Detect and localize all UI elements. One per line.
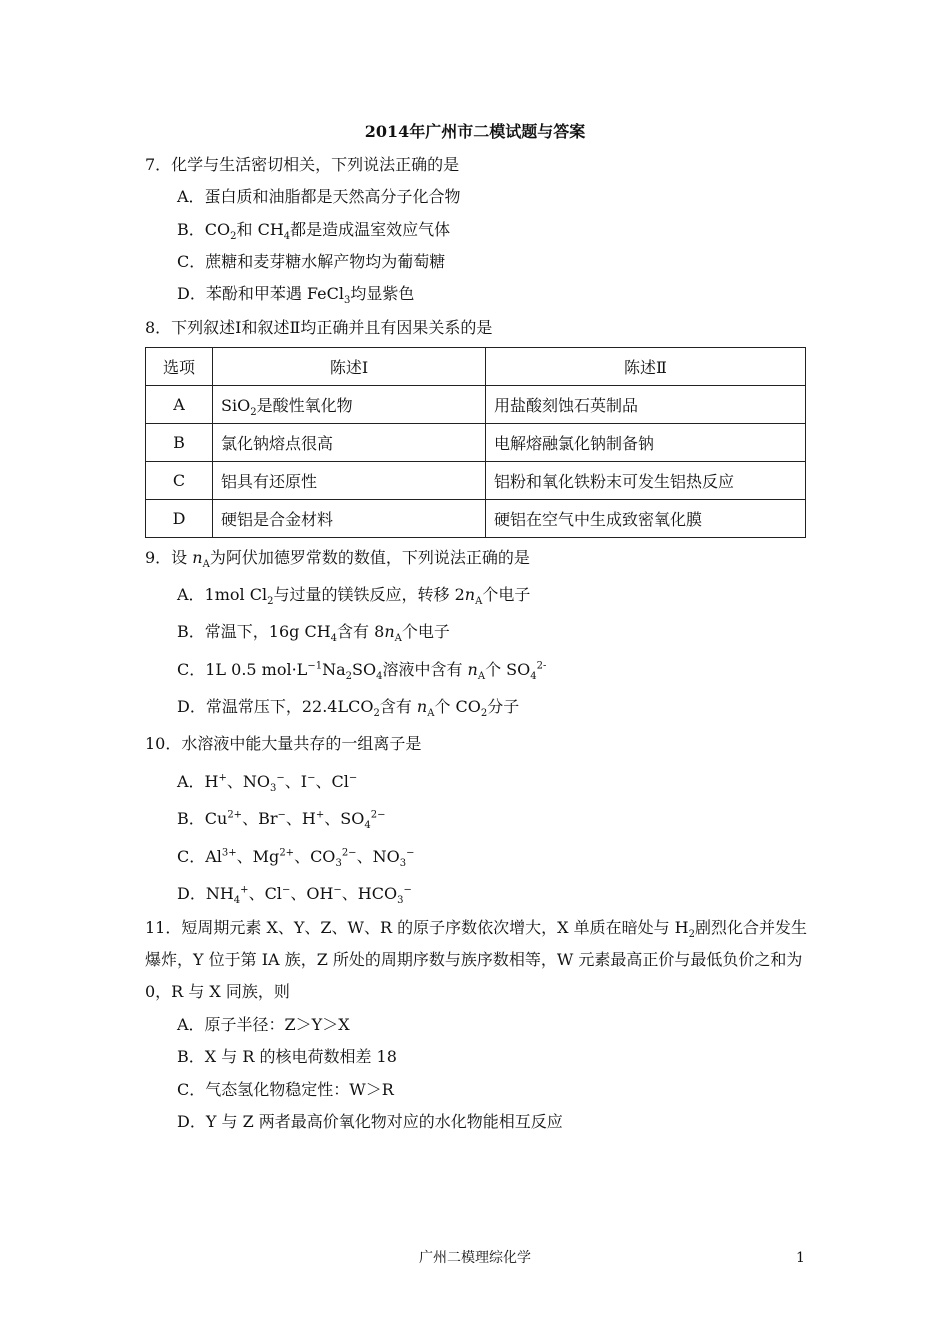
question-9-option-a: A．1mol $Cl_2$与过量的镁铁反应，转移 $2n_A$个电子 [177,585,531,608]
row-statement-1: 铝具有还原性 [213,462,486,500]
row-statement-1: 硬铝是合金材料 [213,500,486,538]
row-statement-1: 氯化钠熔点很高 [213,424,486,462]
question-11-stem: 11．短周期元素 X、Y、Z、W、R 的原子序数依次增大，X 单质在暗处与 $H_2$剧烈化合并发生爆炸，Y 位于第 IA 族，Z 所处的周期序数与族序数相等，W 元素最高正价与最低负价之和为 0，R 与 X 同族，则 [145,918,808,1001]
row-statement-2: 用盐酸刻蚀石英制品 [486,386,806,424]
row-option: A [146,386,213,424]
header-statement-2: 陈述Ⅱ [486,348,806,386]
question-7-stem: 7．化学与生活密切相关，下列说法正确的是 [145,155,460,174]
question-7-option-c: C．蔗糖和麦芽糖水解产物均为葡萄糖 [177,252,446,271]
row-option: C [146,462,213,500]
row-statement-2: 电解熔融氯化钠制备钠 [486,424,806,462]
question-7-option-d: D．苯酚和甲苯遇 FeCl$_3$均显紫色 [177,284,415,307]
question-10-option-d: D．$NH_4^+$、Cl−、OH−、$HCO_3^-$ [177,884,412,907]
question-7-option-b: B．$CO_2$和 $CH_4$都是造成温室效应气体 [177,220,451,243]
question-10-option-b: B．$Cu^{2+}$、Br−、H+、$SO_4^{2-}$ [177,809,386,832]
question-10-option-c: C．$Al^{3+}$、$Mg^{2+}$、$CO_3^{2-}$、$NO_3^-$ [177,847,415,870]
row-option: D [146,500,213,538]
question-9-option-b: B．常温下，16g $CH_4$含有 $8n_A$个电子 [177,622,450,645]
header-option: 选项 [146,348,213,386]
question-11-option-b: B．X 与 R 的核电荷数相差 18 [177,1047,397,1066]
question-11-option-c: C．气态氢化物稳定性：W＞R [177,1080,394,1099]
page-number: 1 [796,1250,805,1266]
row-statement-1: SiO$_2$是酸性氧化物 [213,386,486,424]
header-statement-1: 陈述Ⅰ [213,348,486,386]
question-11-option-d: D．Y 与 Z 两者最高价氧化物对应的水化物能相互反应 [177,1112,563,1131]
page-title: 2014年广州市二模试题与答案 [364,122,586,141]
row-statement-2: 硬铝在空气中生成致密氧化膜 [486,500,806,538]
table-row [146,386,806,424]
question-9-option-c: C．1L 0.5 $mol\cdot L^{-1}Na_2SO_4$溶液中含有 $n_A$个 $SO_4^{2-}$ [177,660,547,683]
table-header-row [146,348,806,386]
row-option: B [146,424,213,462]
question-11-option-a: A．原子半径：Z＞Y＞X [177,1015,350,1034]
statement-table [145,347,806,538]
question-10-option-a: A．H+、$NO_3^-$、I−、Cl− [177,772,358,795]
question-9-stem: 9．设 $n_A$为阿伏加德罗常数的数值，下列说法正确的是 [145,548,530,571]
table-row [146,424,806,462]
question-10-stem: 10．水溶液中能大量共存的一组离子是 [145,734,422,753]
table-row [146,462,806,500]
question-8-stem: 8．下列叙述Ⅰ和叙述Ⅱ均正确并且有因果关系的是 [145,318,493,337]
table-row [146,500,806,538]
question-9-option-d: D．常温常压下，$22.4LCO_2$含有 $n_A$个 $CO_2$分子 [177,697,520,720]
question-7-option-a: A．蛋白质和油脂都是天然高分子化合物 [177,187,461,206]
row-statement-2: 铝粉和氧化铁粉末可发生铝热反应 [486,462,806,500]
page-footer: 广州二模理综化学 [419,1250,531,1266]
